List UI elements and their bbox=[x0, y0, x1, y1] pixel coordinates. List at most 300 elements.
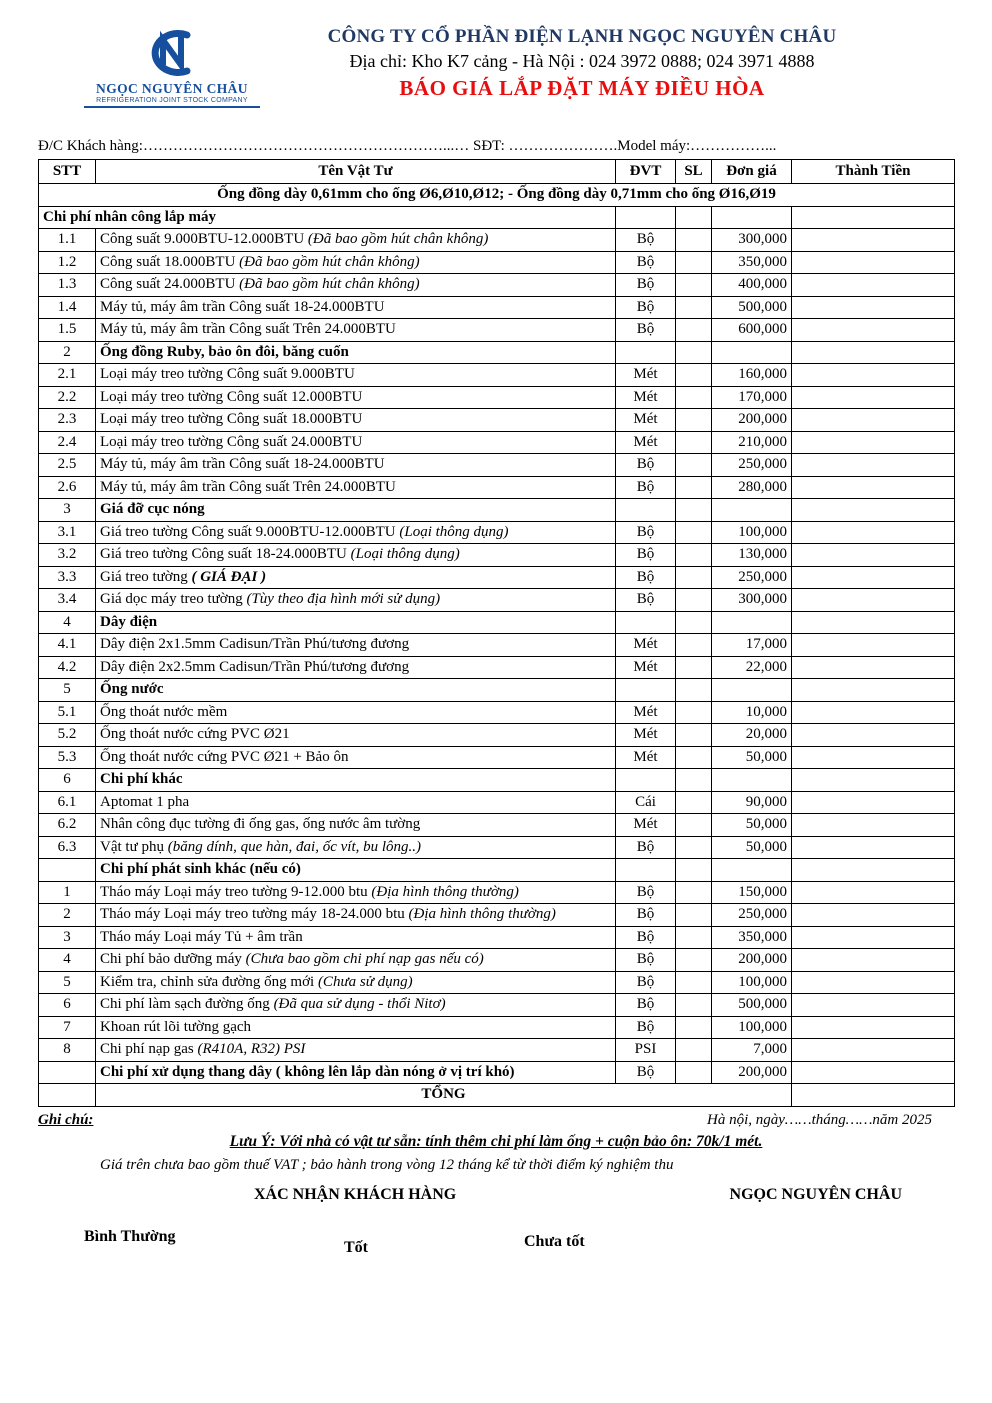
thanh-tien-cell bbox=[792, 566, 955, 589]
item-note: (Loại thông dụng) bbox=[350, 546, 460, 563]
item-name-cell bbox=[96, 971, 616, 994]
stt-cell: 1.2 bbox=[39, 251, 96, 274]
item-row bbox=[39, 364, 955, 387]
price-cell: 100,000 bbox=[712, 521, 792, 544]
stt-cell: 5.3 bbox=[39, 746, 96, 769]
item-name: Vật tư phụ bbox=[100, 838, 168, 855]
item-name-cell bbox=[96, 949, 616, 972]
total-cell-empty bbox=[792, 1084, 955, 1107]
table-header-row bbox=[39, 160, 955, 184]
item-row bbox=[39, 319, 955, 342]
dvt-cell bbox=[616, 769, 676, 792]
stt-cell bbox=[39, 1061, 96, 1084]
dvt-cell: Bộ bbox=[616, 521, 676, 544]
stt-cell: 2.2 bbox=[39, 386, 96, 409]
logo-company-name: NGỌC NGUYÊN CHÂU bbox=[96, 81, 248, 96]
item-name-cell bbox=[96, 926, 616, 949]
thanh-tien-cell bbox=[792, 904, 955, 927]
item-name-cell bbox=[96, 634, 616, 657]
dvt-cell: Bộ bbox=[616, 971, 676, 994]
dvt-cell: Mét bbox=[616, 431, 676, 454]
item-row bbox=[39, 791, 955, 814]
grand-total-label: TỔNG bbox=[96, 1084, 792, 1107]
item-row bbox=[39, 296, 955, 319]
item-name: Khoan rút lõi tường gạch bbox=[100, 1018, 252, 1035]
thanh-tien-cell bbox=[792, 251, 955, 274]
sl-cell bbox=[676, 656, 712, 679]
price-cell bbox=[712, 206, 792, 229]
item-note: (Tùy theo địa hình mới sử dụng) bbox=[246, 591, 441, 608]
item-name-cell bbox=[96, 904, 616, 927]
sl-cell bbox=[676, 859, 712, 882]
sl-cell bbox=[676, 746, 712, 769]
stt-cell: 6.2 bbox=[39, 814, 96, 837]
rating-chua-tot: Chưa tốt bbox=[524, 1232, 585, 1250]
price-cell: 350,000 bbox=[712, 251, 792, 274]
item-note: (Chưa sử dụng) bbox=[317, 973, 413, 990]
sl-cell bbox=[676, 1039, 712, 1062]
item-name: Tháo máy Loại máy Tủ + âm trần bbox=[100, 928, 303, 945]
price-cell: 300,000 bbox=[712, 229, 792, 252]
stt-cell: 4.2 bbox=[39, 656, 96, 679]
dvt-cell: PSI bbox=[616, 1039, 676, 1062]
quote-table-body bbox=[39, 184, 955, 1107]
sl-cell bbox=[676, 566, 712, 589]
thanh-tien-cell bbox=[792, 1039, 955, 1062]
stt-cell: 1.5 bbox=[39, 319, 96, 342]
item-name-cell bbox=[96, 1061, 616, 1084]
dvt-cell: Mét bbox=[616, 656, 676, 679]
thanh-tien-cell bbox=[792, 679, 955, 702]
stt-cell bbox=[39, 859, 96, 882]
item-name: Loại máy treo tường Công suất 18.000BTU bbox=[100, 411, 363, 428]
item-name-cell bbox=[96, 251, 616, 274]
sl-cell bbox=[676, 994, 712, 1017]
item-name: Loại máy treo tường Công suất 12.000BTU bbox=[100, 388, 363, 405]
thanh-tien-cell bbox=[792, 274, 955, 297]
item-note: (Chưa bao gồm chi phí nạp gas nếu có) bbox=[245, 951, 484, 968]
item-name: Chi phí xử dụng thang dây ( không lên lắp dàn nóng ở vị trí khó) bbox=[100, 1063, 515, 1080]
dvt-cell: Bộ bbox=[616, 994, 676, 1017]
stt-cell: 6 bbox=[39, 769, 96, 792]
total-cell-empty bbox=[792, 206, 955, 229]
item-name-cell bbox=[96, 679, 616, 702]
item-name: Chi phí nạp gas bbox=[100, 1041, 198, 1058]
item-name-cell bbox=[96, 499, 616, 522]
stt-cell: 7 bbox=[39, 1016, 96, 1039]
item-note: (Đã bao gồm hút chân không) bbox=[239, 276, 420, 293]
item-name-cell bbox=[96, 409, 616, 432]
thanh-tien-cell bbox=[792, 611, 955, 634]
item-row bbox=[39, 521, 955, 544]
sl-cell bbox=[676, 1061, 712, 1084]
stt-cell: 1.3 bbox=[39, 274, 96, 297]
item-row bbox=[39, 1039, 955, 1062]
col-header-ten-vat-tu: Tên Vật Tư bbox=[96, 160, 616, 184]
stt-cell: 4.1 bbox=[39, 634, 96, 657]
item-name-cell bbox=[96, 566, 616, 589]
item-name: Ống đồng Ruby, bảo ôn đôi, băng cuốn bbox=[100, 343, 349, 360]
item-row bbox=[39, 746, 955, 769]
sl-cell bbox=[676, 701, 712, 724]
dvt-cell bbox=[616, 206, 676, 229]
section-row bbox=[39, 341, 955, 364]
section-title: Chi phí nhân công lắp máy bbox=[39, 206, 616, 229]
sl-cell bbox=[676, 836, 712, 859]
item-name: Loại máy treo tường Công suất 9.000BTU bbox=[100, 366, 355, 383]
price-cell: 22,000 bbox=[712, 656, 792, 679]
thanh-tien-cell bbox=[792, 454, 955, 477]
item-name-cell bbox=[96, 656, 616, 679]
document-header bbox=[0, 26, 992, 132]
section-row bbox=[39, 679, 955, 702]
thanh-tien-cell bbox=[792, 296, 955, 319]
price-cell: 100,000 bbox=[712, 1016, 792, 1039]
item-row bbox=[39, 926, 955, 949]
dvt-cell: Bộ bbox=[616, 836, 676, 859]
thanh-tien-cell bbox=[792, 994, 955, 1017]
sl-cell bbox=[676, 206, 712, 229]
company-address: Địa chỉ: Kho K7 cảng - Hà Nội : 024 3972 0888; 024 3971 4888 bbox=[349, 51, 815, 71]
price-cell: 130,000 bbox=[712, 544, 792, 567]
stt-cell bbox=[39, 1084, 96, 1107]
thanh-tien-cell bbox=[792, 589, 955, 612]
dvt-cell bbox=[616, 499, 676, 522]
item-name-cell bbox=[96, 791, 616, 814]
document-title: BÁO GIÁ LẮP ĐẶT MÁY ĐIỀU HÒA bbox=[399, 76, 765, 100]
item-name: Giá dọc máy treo tường bbox=[100, 591, 247, 608]
sl-cell bbox=[676, 319, 712, 342]
price-cell: 500,000 bbox=[712, 994, 792, 1017]
stt-cell: 4 bbox=[39, 949, 96, 972]
section-row bbox=[39, 206, 955, 229]
item-name: Giá treo tường bbox=[100, 568, 192, 585]
item-row bbox=[39, 634, 955, 657]
price-cell: 250,000 bbox=[712, 904, 792, 927]
stt-cell: 5.1 bbox=[39, 701, 96, 724]
price-cell: 17,000 bbox=[712, 634, 792, 657]
item-row bbox=[39, 814, 955, 837]
sl-cell bbox=[676, 791, 712, 814]
stt-cell: 1 bbox=[39, 881, 96, 904]
item-name-cell bbox=[96, 814, 616, 837]
item-note: (Đã bao gồm hút chân không) bbox=[239, 253, 420, 270]
document-footer bbox=[38, 1112, 954, 1270]
logo-subtitle: REFRIGERATION JOINT STOCK COMPANY bbox=[84, 97, 260, 108]
section-row bbox=[39, 859, 955, 882]
item-name: Ống thoát nước cứng PVC Ø21 bbox=[100, 726, 290, 743]
price-cell: 200,000 bbox=[712, 1061, 792, 1084]
dvt-cell: Bộ bbox=[616, 926, 676, 949]
item-name: Chi phí làm sạch đường ống bbox=[100, 996, 274, 1013]
item-name: Nhân công đục tường đi ống gas, ống nước âm tường bbox=[100, 816, 421, 833]
dvt-cell: Bộ bbox=[616, 904, 676, 927]
item-name: Kiểm tra, chỉnh sửa đường ống mới bbox=[100, 973, 318, 990]
item-name-cell bbox=[96, 476, 616, 499]
sl-cell bbox=[676, 881, 712, 904]
thanh-tien-cell bbox=[792, 926, 955, 949]
band-row bbox=[39, 184, 955, 207]
stt-cell: 3.2 bbox=[39, 544, 96, 567]
price-cell: 150,000 bbox=[712, 881, 792, 904]
item-name-cell bbox=[96, 881, 616, 904]
thanh-tien-cell bbox=[792, 476, 955, 499]
item-name: Giá treo tường Công suất 18-24.000BTU bbox=[100, 546, 351, 563]
price-cell bbox=[712, 859, 792, 882]
item-note: (Địa hình thông thường) bbox=[408, 906, 556, 923]
item-name-cell bbox=[96, 701, 616, 724]
price-cell: 210,000 bbox=[712, 431, 792, 454]
thanh-tien-cell bbox=[792, 836, 955, 859]
dvt-cell: Bộ bbox=[616, 544, 676, 567]
col-header-sl: SL bbox=[676, 160, 712, 184]
price-cell: 50,000 bbox=[712, 836, 792, 859]
item-row bbox=[39, 409, 955, 432]
thanh-tien-cell bbox=[792, 949, 955, 972]
price-cell: 50,000 bbox=[712, 746, 792, 769]
sl-cell bbox=[676, 386, 712, 409]
thanh-tien-cell bbox=[792, 499, 955, 522]
company-signature-label: NGỌC NGUYÊN CHÂU bbox=[729, 1185, 902, 1203]
sl-cell bbox=[676, 499, 712, 522]
item-row bbox=[39, 836, 955, 859]
sl-cell bbox=[676, 364, 712, 387]
item-row bbox=[39, 476, 955, 499]
sl-cell bbox=[676, 544, 712, 567]
item-note: (Địa hình thông thường) bbox=[371, 883, 519, 900]
item-name-cell bbox=[96, 296, 616, 319]
item-name-cell bbox=[96, 1016, 616, 1039]
item-row bbox=[39, 229, 955, 252]
sl-cell bbox=[676, 274, 712, 297]
item-name: Giá treo tường Công suất 9.000BTU-12.000BTU bbox=[100, 523, 400, 540]
thanh-tien-cell bbox=[792, 814, 955, 837]
logo-icon bbox=[140, 26, 204, 80]
sl-cell bbox=[676, 521, 712, 544]
item-name-cell bbox=[96, 769, 616, 792]
footer-row-notes bbox=[38, 1112, 954, 1129]
price-cell bbox=[712, 499, 792, 522]
price-cell: 500,000 bbox=[712, 296, 792, 319]
price-cell: 20,000 bbox=[712, 724, 792, 747]
item-row bbox=[39, 454, 955, 477]
item-name: Chi phí phát sinh khác (nếu có) bbox=[100, 861, 301, 878]
item-name: Ống thoát nước cứng PVC Ø21 + Bảo ôn bbox=[100, 748, 349, 765]
thanh-tien-cell bbox=[792, 431, 955, 454]
dvt-cell: Bộ bbox=[616, 1016, 676, 1039]
thanh-tien-cell bbox=[792, 544, 955, 567]
stt-cell: 6.1 bbox=[39, 791, 96, 814]
sl-cell bbox=[676, 229, 712, 252]
item-name-cell bbox=[96, 1039, 616, 1062]
rating-tot: Tốt bbox=[344, 1238, 368, 1256]
price-cell: 250,000 bbox=[712, 566, 792, 589]
dvt-cell: Mét bbox=[616, 701, 676, 724]
price-cell bbox=[712, 341, 792, 364]
stt-cell: 6 bbox=[39, 994, 96, 1017]
price-cell: 200,000 bbox=[712, 409, 792, 432]
dvt-cell bbox=[616, 679, 676, 702]
item-name-cell bbox=[96, 386, 616, 409]
item-name: Tháo máy Loại máy treo tường máy 18-24.000 btu bbox=[100, 906, 409, 923]
dvt-cell: Bộ bbox=[616, 274, 676, 297]
thanh-tien-cell bbox=[792, 319, 955, 342]
col-header-dvt: ĐVT bbox=[616, 160, 676, 184]
stt-cell: 2.3 bbox=[39, 409, 96, 432]
item-name-cell bbox=[96, 589, 616, 612]
warning-note: Lưu Ý: Với nhà có vật tư sẵn: tính thêm chi phí làm ống + cuộn bảo ôn: 70k/1 mét. bbox=[229, 1132, 763, 1150]
item-note: (Loại thông dụng) bbox=[399, 523, 509, 540]
thanh-tien-cell bbox=[792, 701, 955, 724]
thanh-tien-cell bbox=[792, 386, 955, 409]
quote-table bbox=[38, 159, 955, 1107]
dvt-cell: Bộ bbox=[616, 881, 676, 904]
dvt-cell: Mét bbox=[616, 814, 676, 837]
price-cell: 90,000 bbox=[712, 791, 792, 814]
sl-cell bbox=[676, 341, 712, 364]
stt-cell: 2.5 bbox=[39, 454, 96, 477]
rating-options bbox=[38, 1228, 954, 1270]
thanh-tien-cell bbox=[792, 791, 955, 814]
price-cell: 100,000 bbox=[712, 971, 792, 994]
sl-cell bbox=[676, 409, 712, 432]
thanh-tien-cell bbox=[792, 859, 955, 882]
sl-cell bbox=[676, 1016, 712, 1039]
item-note: (Đã qua sử dụng - thổi Nitơ) bbox=[273, 996, 446, 1013]
thanh-tien-cell bbox=[792, 656, 955, 679]
stt-cell: 3.4 bbox=[39, 589, 96, 612]
sl-cell bbox=[676, 589, 712, 612]
col-header-thanh-tien: Thành Tiền bbox=[792, 160, 955, 184]
item-name-cell bbox=[96, 431, 616, 454]
item-row bbox=[39, 1061, 955, 1084]
dvt-cell: Mét bbox=[616, 634, 676, 657]
stt-cell: 1.4 bbox=[39, 296, 96, 319]
dvt-cell bbox=[616, 341, 676, 364]
stt-cell: 5.2 bbox=[39, 724, 96, 747]
item-row bbox=[39, 566, 955, 589]
dvt-cell bbox=[616, 611, 676, 634]
table-header bbox=[39, 160, 955, 184]
dvt-cell: Bộ bbox=[616, 296, 676, 319]
total-row bbox=[39, 1084, 955, 1107]
stt-cell: 3.3 bbox=[39, 566, 96, 589]
dvt-cell: Bộ bbox=[616, 251, 676, 274]
price-cell bbox=[712, 769, 792, 792]
item-row bbox=[39, 274, 955, 297]
stt-cell: 6.3 bbox=[39, 836, 96, 859]
item-name: Ống nước bbox=[100, 681, 164, 698]
company-logo bbox=[84, 26, 260, 108]
item-row bbox=[39, 386, 955, 409]
item-name: Loại máy treo tường Công suất 24.000BTU bbox=[100, 433, 363, 450]
item-row bbox=[39, 544, 955, 567]
item-name-cell bbox=[96, 994, 616, 1017]
sl-cell bbox=[676, 724, 712, 747]
sl-cell bbox=[676, 251, 712, 274]
item-row bbox=[39, 949, 955, 972]
col-header-stt: STT bbox=[39, 160, 96, 184]
item-row bbox=[39, 1016, 955, 1039]
thanh-tien-cell bbox=[792, 521, 955, 544]
thanh-tien-cell bbox=[792, 634, 955, 657]
dvt-cell: Mét bbox=[616, 364, 676, 387]
sl-cell bbox=[676, 476, 712, 499]
item-row bbox=[39, 994, 955, 1017]
item-name-cell bbox=[96, 319, 616, 342]
col-header-don-gia: Đơn giá bbox=[712, 160, 792, 184]
item-name: Công suất 24.000BTU bbox=[100, 276, 240, 293]
item-name: Chi phí khác bbox=[100, 771, 183, 788]
item-name: Công suất 18.000BTU bbox=[100, 253, 240, 270]
thanh-tien-cell bbox=[792, 746, 955, 769]
price-cell: 300,000 bbox=[712, 589, 792, 612]
item-name: Dây điện 2x2.5mm Cadisun/Trần Phú/tương đương bbox=[100, 658, 410, 675]
price-cell: 200,000 bbox=[712, 949, 792, 972]
stt-cell: 8 bbox=[39, 1039, 96, 1062]
band-text: Ống đồng dày 0,61mm cho ống Ø6,Ø10,Ø12; - Ống đồng dày 0,71mm cho ống Ø16,Ø19 bbox=[39, 184, 955, 207]
dvt-cell: Bộ bbox=[616, 319, 676, 342]
price-cell bbox=[712, 679, 792, 702]
thanh-tien-cell bbox=[792, 1061, 955, 1084]
stt-cell: 5 bbox=[39, 679, 96, 702]
dvt-cell: Bộ bbox=[616, 476, 676, 499]
price-cell bbox=[712, 611, 792, 634]
section-row bbox=[39, 611, 955, 634]
stt-cell: 4 bbox=[39, 611, 96, 634]
vat-note: Giá trên chưa bao gồm thuế VAT ; bảo hành trong vòng 12 tháng kể từ thời điểm ký nghiệm thu bbox=[100, 1156, 674, 1173]
stt-cell: 5 bbox=[39, 971, 96, 994]
item-row bbox=[39, 701, 955, 724]
thanh-tien-cell bbox=[792, 881, 955, 904]
item-note: (Đã bao gồm hút chân không) bbox=[307, 231, 489, 248]
item-name: Ống thoát nước mềm bbox=[100, 703, 228, 720]
item-name-cell bbox=[96, 836, 616, 859]
item-row bbox=[39, 724, 955, 747]
sl-cell bbox=[676, 296, 712, 319]
item-name-cell bbox=[96, 611, 616, 634]
price-cell: 600,000 bbox=[712, 319, 792, 342]
price-cell: 7,000 bbox=[712, 1039, 792, 1062]
price-cell: 50,000 bbox=[712, 814, 792, 837]
item-row bbox=[39, 589, 955, 612]
dvt-cell: Bộ bbox=[616, 949, 676, 972]
price-cell: 350,000 bbox=[712, 926, 792, 949]
stt-cell: 1.1 bbox=[39, 229, 96, 252]
thanh-tien-cell bbox=[792, 971, 955, 994]
item-name: Tháo máy Loại máy treo tường 9-12.000 btu bbox=[100, 883, 372, 900]
thanh-tien-cell bbox=[792, 409, 955, 432]
price-cell: 10,000 bbox=[712, 701, 792, 724]
notes-label: Ghi chú: bbox=[38, 1111, 94, 1128]
stt-cell: 2.1 bbox=[39, 364, 96, 387]
sl-cell bbox=[676, 634, 712, 657]
item-name: Giá đỡ cục nóng bbox=[100, 501, 205, 518]
item-name: Máy tủ, máy âm trần Công suất 18-24.000BTU bbox=[100, 298, 385, 315]
item-note: ( GIÁ ĐẠI ) bbox=[191, 568, 267, 585]
dvt-cell: Cái bbox=[616, 791, 676, 814]
item-name: Máy tủ, máy âm trần Công suất Trên 24.000BTU bbox=[100, 321, 396, 338]
item-name-cell bbox=[96, 544, 616, 567]
dvt-cell: Bộ bbox=[616, 1061, 676, 1084]
item-name: Dây điện bbox=[100, 613, 158, 630]
dvt-cell bbox=[616, 859, 676, 882]
sl-cell bbox=[676, 431, 712, 454]
price-cell: 160,000 bbox=[712, 364, 792, 387]
item-row bbox=[39, 251, 955, 274]
item-name-cell bbox=[96, 341, 616, 364]
company-name: CÔNG TY CỔ PHẦN ĐIỆN LẠNH NGỌC NGUYÊN CHÂU bbox=[327, 26, 837, 47]
